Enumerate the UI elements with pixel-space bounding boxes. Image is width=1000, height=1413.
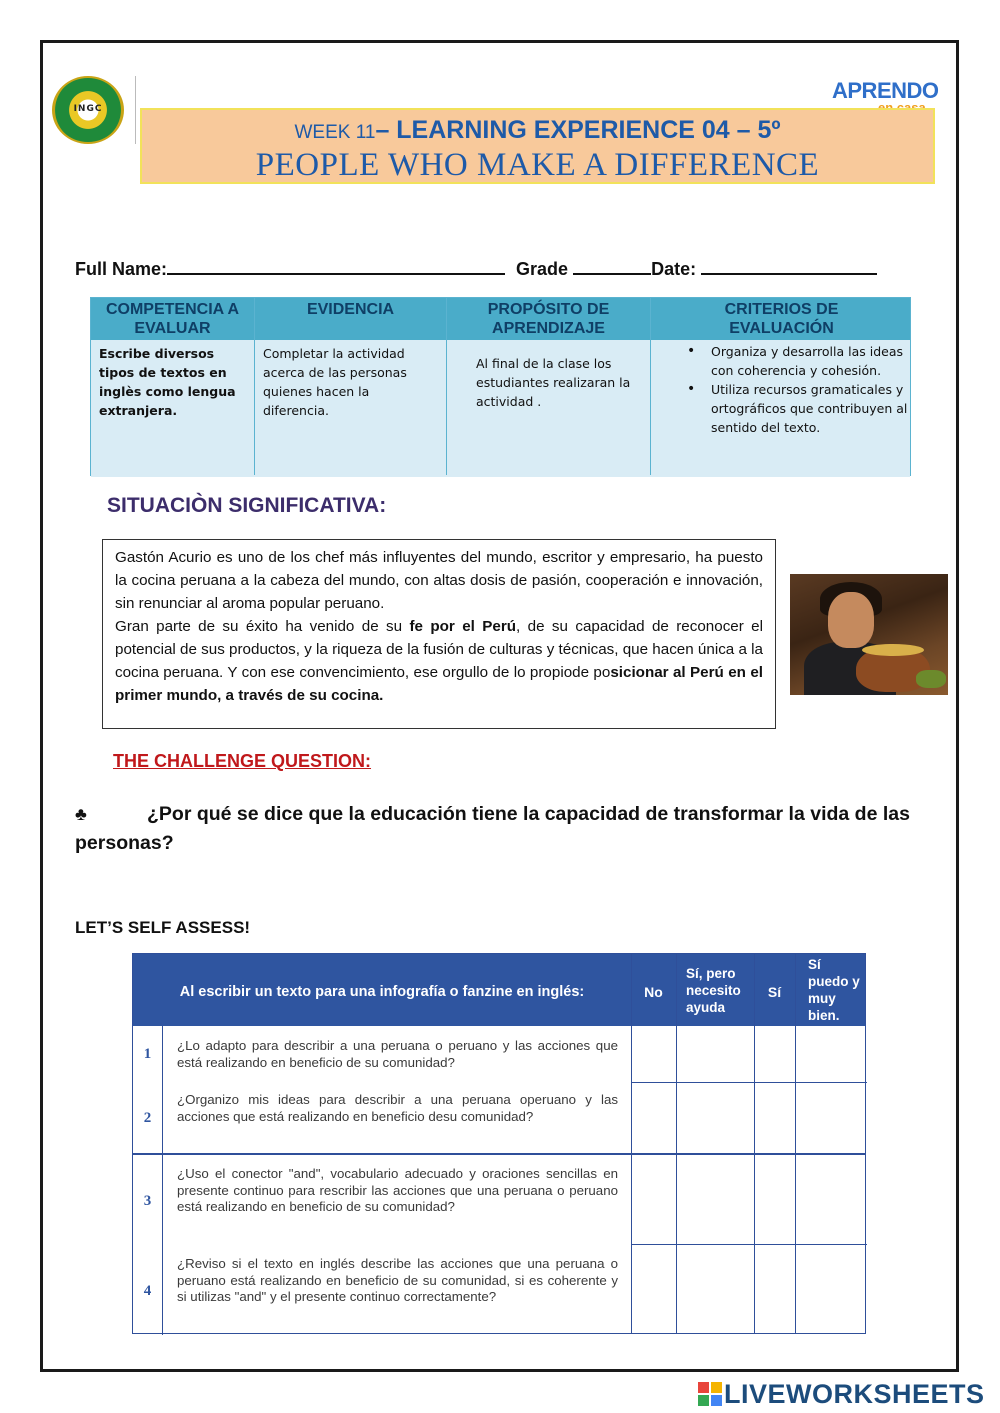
full-name-field[interactable] — [167, 257, 505, 275]
situation-text: , de su capacidad de reconocer el potencial de sus productos, y la riqueza de la fusión de culturas y técnicas, que hacen única a la cocina peruana. Y con ese convencimiento, ese orgullo de lo propiode po — [115, 618, 763, 681]
situation-paragraph-2 — [115, 615, 763, 707]
header-criterios: CRITERIOS DE EVALUACIÓN — [724, 301, 839, 337]
divider — [631, 1082, 867, 1083]
row-text: ¿Lo adapto para describir a una peruana o peruano y las acciones que está realizando en beneficio de su comunidad? — [177, 1038, 618, 1070]
situation-paragraph-1: Gastón Acurio es uno de los chef más influyentes del mundo, escritor y empresario, ha puesto la cocina peruana a la cabeza del mundo, con altas dosis de pasión, cooperación e innovación, sin renunciar al aroma popular peruano. — [115, 549, 763, 612]
liveworksheets-logo — [698, 1379, 994, 1409]
row-text: ¿Organizo mis ideas para describir a una peruana operuano y las acciones que está realizando en beneficio desu comunidad? — [177, 1092, 618, 1124]
row-text: ¿Reviso si el texto en inglés describe las acciones que una peruana o peruano está realizando en beneficio de su comunidad, si es coherente y si utilizas "and" y el presente continuo correctamente? — [177, 1256, 618, 1304]
student-info-row — [75, 257, 883, 280]
proposito-text: Al final de la clase los estudiantes realizaran la actividad . — [476, 356, 631, 409]
chef-photo-vegetables — [916, 670, 946, 688]
row-number: 4 — [143, 1283, 152, 1299]
divider — [676, 954, 677, 1333]
divider — [795, 954, 796, 1333]
liveworksheets-icon — [698, 1382, 722, 1406]
row-number: 1 — [143, 1046, 152, 1062]
header-competencia: COMPETENCIA A EVALUAR — [105, 301, 240, 337]
criterio-item: • Utiliza recursos gramaticales y ortográficos que contribuyen al sentido del texto. — [683, 380, 909, 437]
chef-photo-food — [862, 644, 924, 656]
evidencia-text: Completar la actividad acerca de las personas quienes hacen la diferencia. — [263, 346, 407, 418]
challenge-title: THE CHALLENGE QUESTION: — [113, 751, 372, 771]
chef-photo-face — [828, 592, 874, 648]
competencia-text: Escribe diversos tipos de textos en inglès como lengua extranjera. — [99, 346, 236, 418]
situation-box — [102, 539, 776, 729]
divider — [162, 1026, 163, 1335]
header-proposito: PROPÓSITO DE APRENDIZAJE — [487, 301, 610, 337]
lesson-heading — [142, 116, 933, 145]
date-label: Date: — [651, 259, 697, 279]
header-evidencia: EVIDENCIA — [306, 301, 395, 318]
school-logo-text: INGC — [73, 104, 103, 114]
title-banner — [140, 108, 935, 184]
club-bullet-icon: ♣ — [75, 804, 87, 824]
row-number: 2 — [143, 1110, 152, 1126]
experience-label: – LEARNING EXPERIENCE 04 – 5º — [375, 116, 781, 144]
situation-emphasis: fe por el Perú — [409, 618, 517, 635]
situation-title: SITUACIÒN SIGNIFICATIVA: — [107, 494, 387, 517]
row-number: 3 — [143, 1193, 152, 1209]
row-text: ¿Uso el conector "and", vocabulario adecuado y oraciones sencillas en presente continuo para rescribir las acciones que una peruana o peruano está realizando en beneficio de su comunidad? — [177, 1166, 618, 1214]
competency-table — [90, 297, 911, 476]
week-label: WEEK 11 — [294, 122, 376, 143]
criterio-item: • Organiza y desarrolla las ideas con coherencia y cohesión. — [683, 342, 909, 380]
liveworksheets-wordmark: LIVEWORKSHEETS — [724, 1379, 985, 1409]
header-muy-bien: Sí puedo y muy bien. — [808, 957, 860, 1023]
situation-text: Gran parte de su éxito ha venido de su — [115, 618, 410, 635]
header-si: Sí — [767, 984, 782, 1000]
self-assess-title: LET’S SELF ASSESS! — [75, 918, 251, 937]
col-criterios — [651, 298, 912, 475]
full-name-label: Full Name: — [75, 259, 168, 279]
col-competencia — [91, 298, 255, 475]
challenge-question-text: ¿Por qué se dice que la educación tiene la capacidad de transformar la vida de las personas? — [75, 803, 910, 854]
grade-label: Grade — [516, 259, 569, 279]
logo-divider — [135, 76, 136, 144]
grade-field[interactable] — [573, 257, 651, 275]
divider — [754, 954, 755, 1333]
page-title: PEOPLE WHO MAKE A DIFFERENCE — [255, 147, 820, 183]
self-assess-table — [132, 953, 866, 1334]
situation-emphasis: sicionar al Perú en el primer mundo, a través de su cocina. — [115, 664, 763, 704]
col-evidencia — [255, 298, 447, 475]
date-field[interactable] — [701, 257, 877, 275]
divider — [631, 954, 632, 1333]
chef-photo — [790, 574, 948, 695]
divider — [133, 1153, 865, 1155]
criterios-list — [683, 342, 909, 437]
header-no: No — [644, 984, 663, 1000]
aprendo-brand: APRENDO — [832, 78, 939, 103]
header-main: Al escribir un texto para una infografía o fanzine en inglés: — [179, 984, 585, 1000]
header-si-ayuda: Sí, pero necesito ayuda — [686, 966, 741, 1015]
challenge-question — [75, 800, 945, 858]
col-proposito — [447, 298, 651, 475]
divider — [631, 1244, 867, 1245]
